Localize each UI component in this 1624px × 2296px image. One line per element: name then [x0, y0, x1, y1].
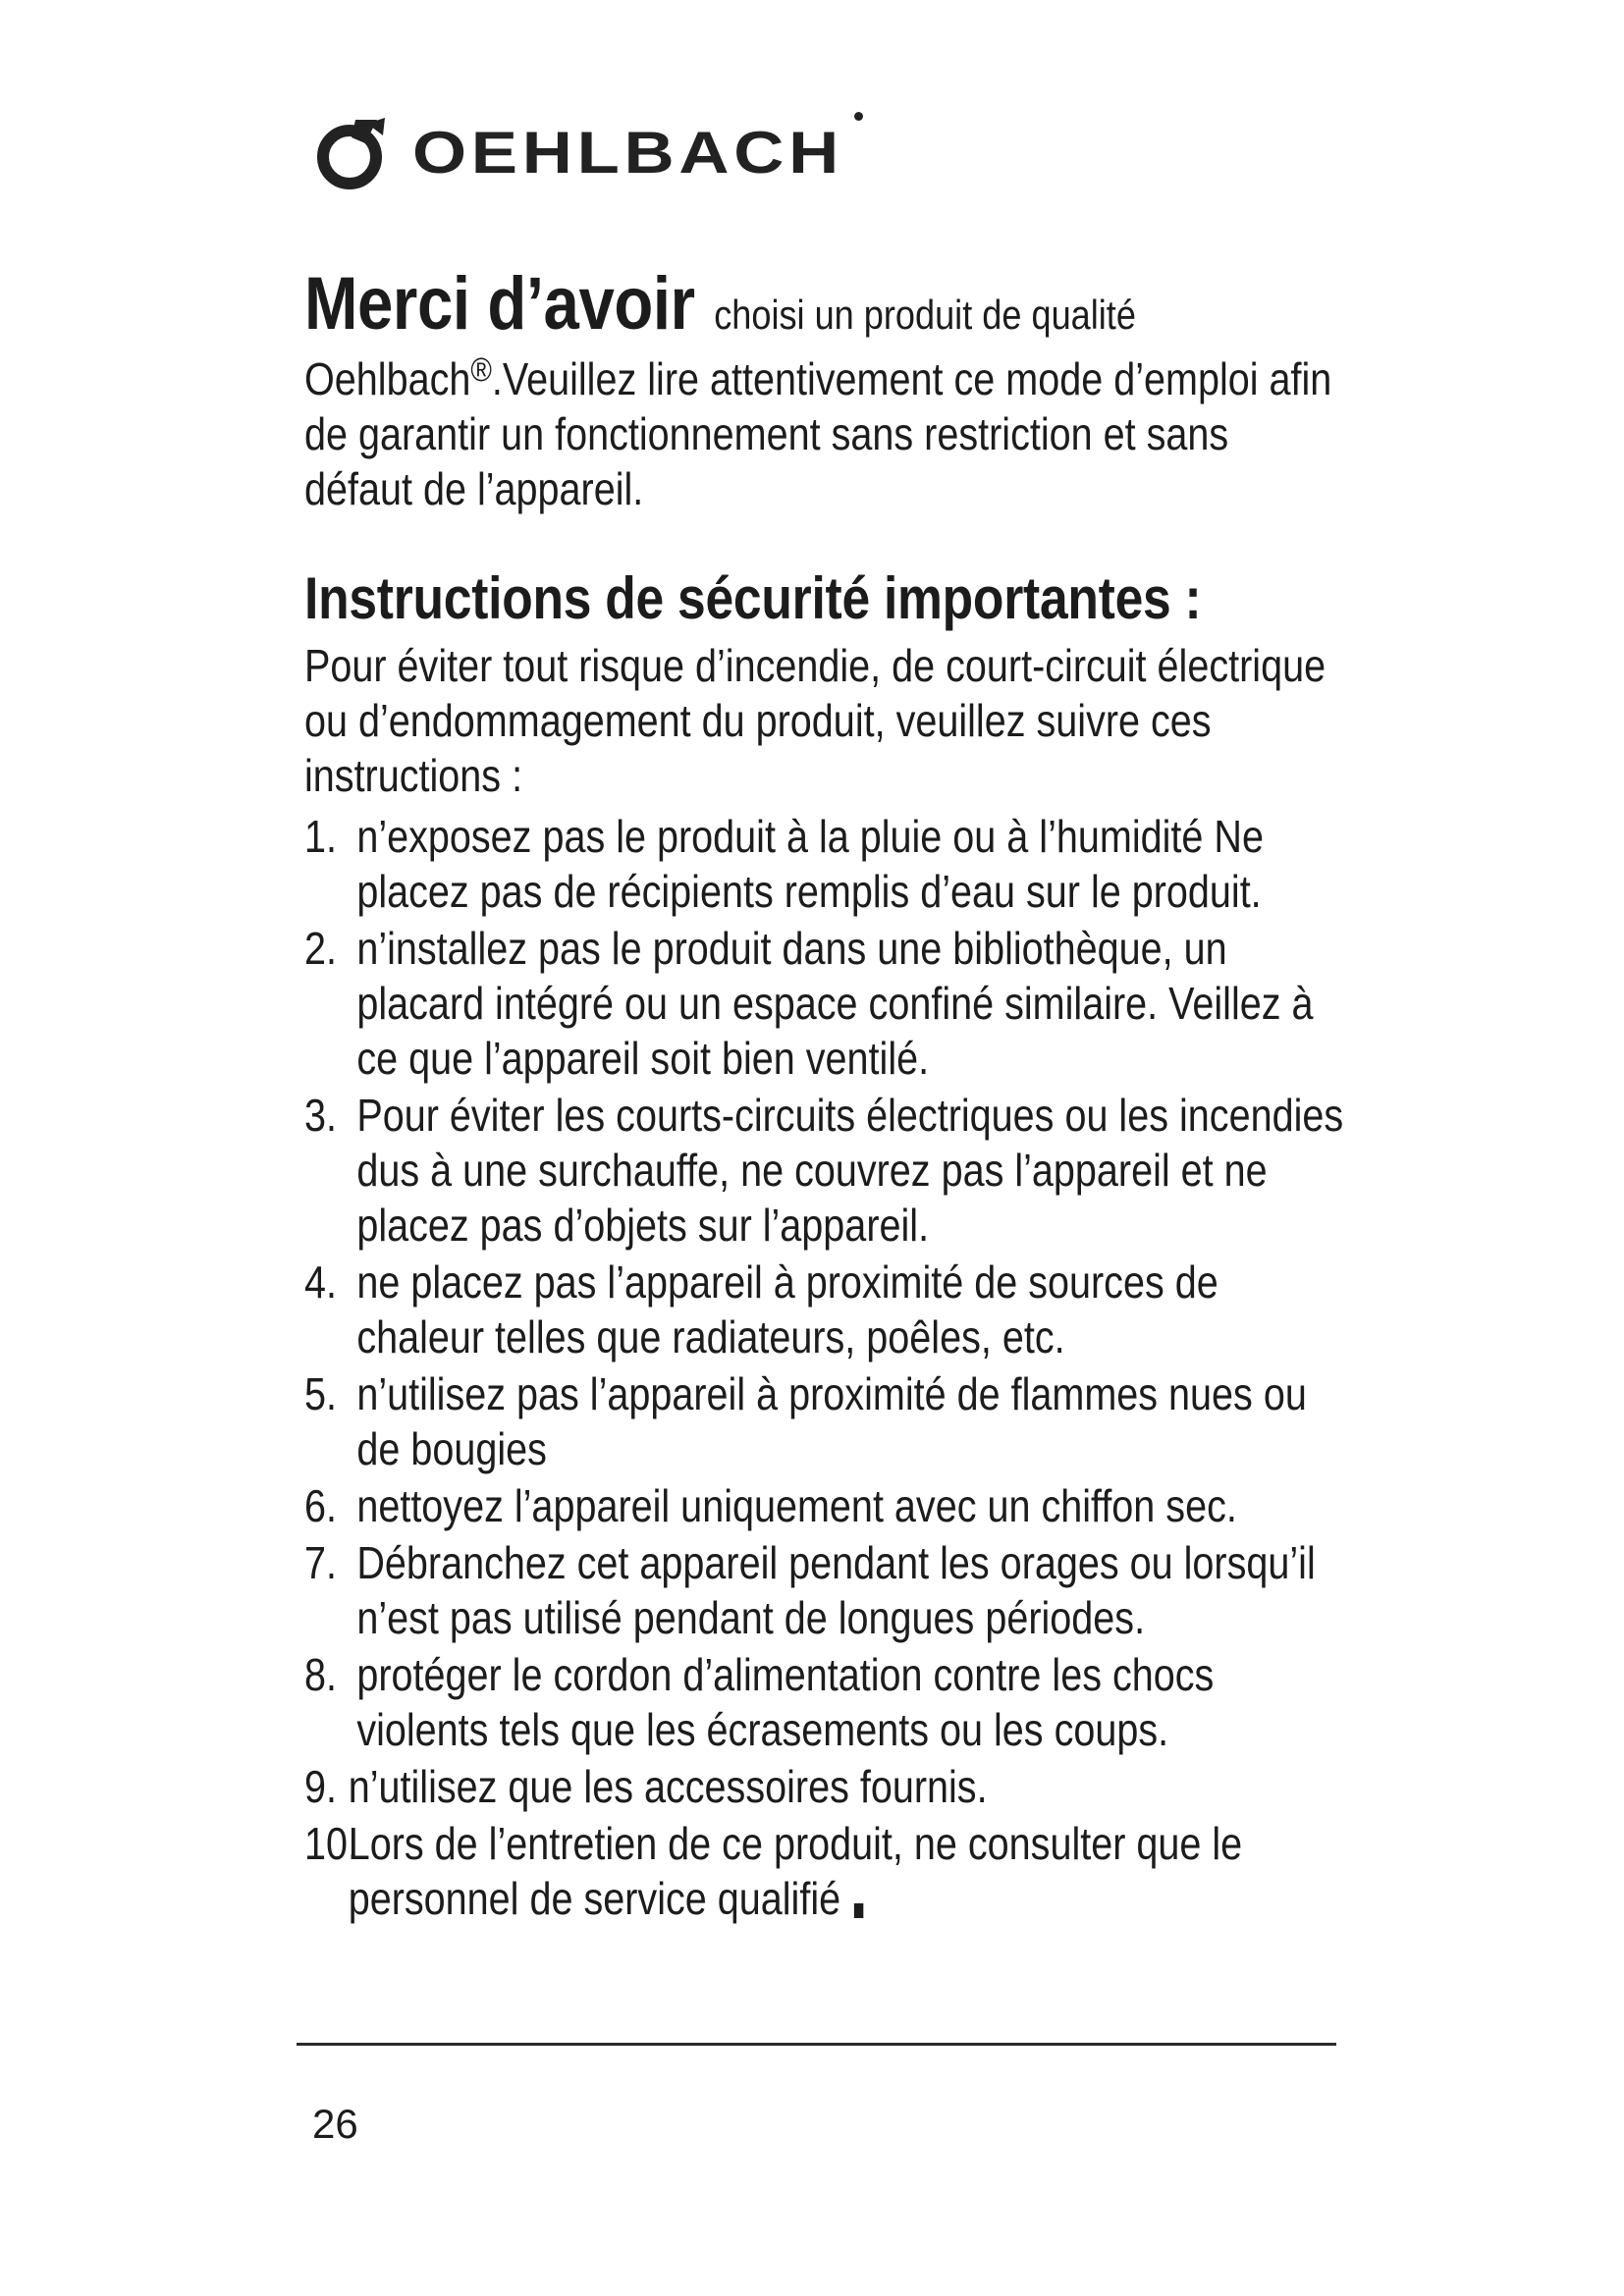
registered-mark: ®: [470, 351, 492, 389]
item-text: n’utilisez pas l’appareil à proximité de flammes nues ou de bougies: [356, 1368, 1307, 1474]
item-number: 8.: [304, 1649, 338, 1700]
item-text: protéger le cordon d’alimentation contre les chocs violents tels que les écrasements ou les coups.: [356, 1649, 1215, 1755]
item-number: 2.: [304, 923, 338, 974]
item-text: nettoyez l’appareil uniquement avec un chiffon sec.: [356, 1480, 1237, 1531]
list-item: [304, 1088, 1345, 1253]
item-text: n’utilisez que les accessoires fournis.: [348, 1761, 988, 1812]
list-item: [304, 1255, 1345, 1364]
item-text: ne placez pas l’appareil à proximité de sources de chaleur telles que radiateurs, poêles, etc.: [356, 1256, 1218, 1362]
safety-list: [304, 809, 1345, 1926]
item-text: [349, 1816, 1345, 1926]
item-number: 9.: [304, 1761, 338, 1812]
list-item: [304, 1816, 1345, 1926]
intro-text-rest: .Veuillez lire attentivement ce mode d’emploi afin de garantir un fonctionnement sans restriction et sans défaut de l’appareil.: [304, 353, 1332, 514]
item-text-content: Lors de l’entretien de ce produit, ne consulter que le personnel de service qualifié: [348, 1818, 1243, 1924]
list-item: [304, 1478, 1345, 1533]
brand-registered-dot: [854, 112, 863, 121]
item-text: n’installez pas le produit dans une bibliothèque, un placard intégré ou un espace confiné similaire. Veillez à ce que l’appareil soit bien ventilé.: [356, 923, 1314, 1084]
safety-title: Instructions de sécurité importantes :: [304, 565, 1202, 631]
intro-brand: Oehlbach: [304, 353, 471, 404]
list-item: [304, 1366, 1345, 1476]
list-item: [304, 809, 1345, 919]
brand-logo: [312, 114, 843, 192]
item-text: Débranchez cet appareil pendant les orages ou lorsqu’il n’est pas utilisé pendant de longues périodes.: [356, 1537, 1316, 1643]
item-number: 6.: [304, 1480, 338, 1531]
end-of-section-mark: [854, 1903, 863, 1918]
intro-paragraph: [304, 262, 1345, 516]
list-item: [304, 1759, 1345, 1814]
item-number: 1.: [304, 811, 338, 862]
list-item: [304, 1535, 1345, 1645]
intro-lead: Merci d’avoir: [304, 262, 695, 346]
safety-intro: Pour éviter tout risque d’incendie, de court-circuit électrique ou d’endommagement du produit, veuillez suivre ces instructions :: [304, 640, 1326, 801]
list-item: [304, 1647, 1345, 1757]
item-text: Pour éviter les courts-circuits électriques ou les incendies dus à une surchauffe, ne couvrez pas l’appareil et ne placez pas d’objets sur l’appareil.: [356, 1090, 1344, 1251]
footer-divider: [297, 2043, 1336, 2046]
text-block: [304, 262, 1345, 1926]
item-text: n’exposez pas le produit à la pluie ou à l’humidité Ne placez pas de récipients remplis d’eau sur le produit.: [356, 811, 1264, 917]
item-number: 5.: [304, 1368, 338, 1419]
content-column: [304, 262, 1345, 1928]
item-number: 4.: [304, 1256, 338, 1308]
oehlbach-ring-logo-icon: [312, 114, 391, 192]
intro-text-first: choisi un produit de qualité: [714, 292, 1136, 338]
list-item: [304, 921, 1345, 1086]
brand-name: OEHLBACH: [412, 120, 843, 186]
item-number: 7.: [304, 1537, 338, 1588]
item-number: 3.: [304, 1090, 338, 1141]
page-number: 26: [312, 2101, 358, 2147]
item-number: 10.: [304, 1818, 358, 1869]
